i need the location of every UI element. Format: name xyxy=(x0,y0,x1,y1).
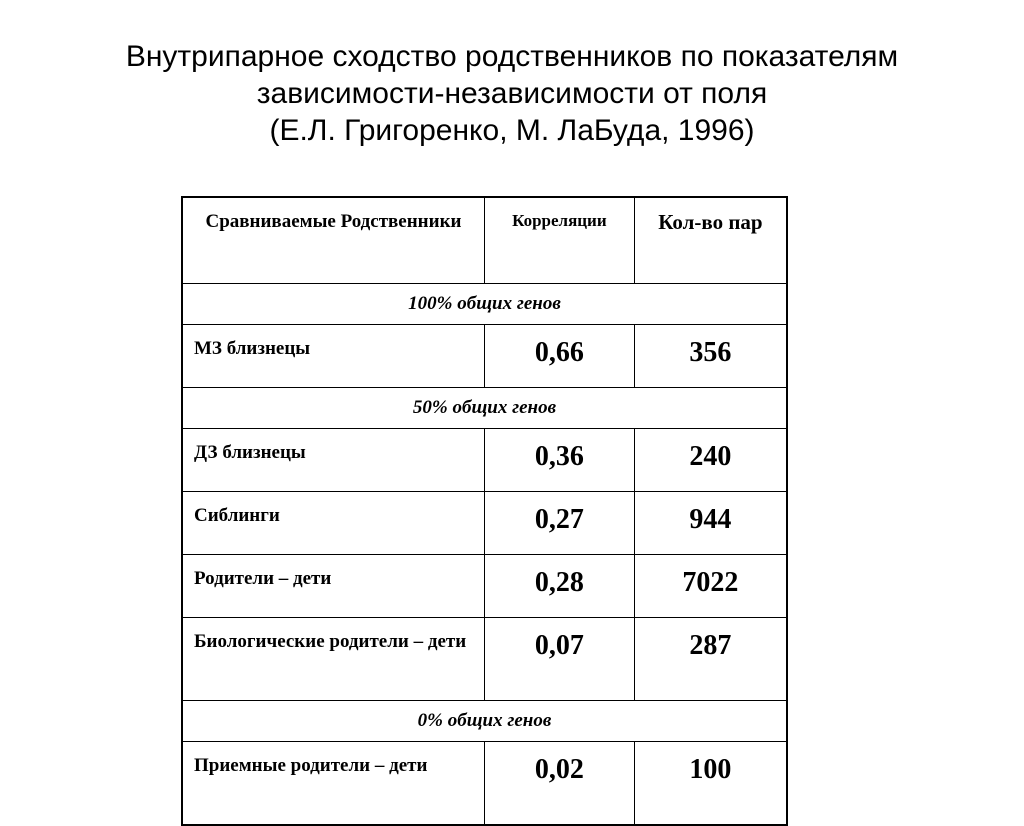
table-row xyxy=(182,492,787,555)
header-correlations: Корреляции xyxy=(484,197,634,284)
pairs-cell: 100 xyxy=(634,742,787,826)
title-line-2: зависимости-независимости от поля xyxy=(256,77,768,110)
table-row xyxy=(182,555,787,618)
correlation-cell: 0,66 xyxy=(484,325,634,388)
correlation-cell: 0,36 xyxy=(484,429,634,492)
table-row xyxy=(182,325,787,388)
header-pairs: Кол-во пар xyxy=(634,197,787,284)
table-row xyxy=(182,742,787,826)
correlation-cell: 0,02 xyxy=(484,742,634,826)
title-line-3: (Е.Л. Григоренко, М. ЛаБуда, 1996) xyxy=(269,114,755,147)
group-row xyxy=(182,388,787,429)
table-row xyxy=(182,429,787,492)
relatives-cell: Биологические родители – дети xyxy=(182,618,484,701)
group-label: 100% общих генов xyxy=(182,284,787,325)
relatives-cell: МЗ близнецы xyxy=(182,325,484,388)
correlation-cell: 0,27 xyxy=(484,492,634,555)
pairs-cell: 240 xyxy=(634,429,787,492)
kinship-correlation-table xyxy=(181,196,788,826)
group-row xyxy=(182,701,787,742)
pairs-cell: 944 xyxy=(634,492,787,555)
group-label: 0% общих генов xyxy=(182,701,787,742)
relatives-cell: Родители – дети xyxy=(182,555,484,618)
pairs-cell: 356 xyxy=(634,325,787,388)
relatives-cell: Приемные родители – дети xyxy=(182,742,484,826)
correlation-cell: 0,28 xyxy=(484,555,634,618)
relatives-cell: ДЗ близнецы xyxy=(182,429,484,492)
header-relatives: Сравниваемые Родственники xyxy=(182,197,484,284)
pairs-cell: 287 xyxy=(634,618,787,701)
correlation-cell: 0,07 xyxy=(484,618,634,701)
title-line-1: Внутрипарное сходство родственников по показателям xyxy=(125,40,899,73)
group-label: 50% общих генов xyxy=(182,388,787,429)
table-row xyxy=(182,618,787,701)
slide-title xyxy=(0,38,1024,149)
pairs-cell: 7022 xyxy=(634,555,787,618)
header-row xyxy=(182,197,787,284)
relatives-cell: Сиблинги xyxy=(182,492,484,555)
group-row xyxy=(182,284,787,325)
